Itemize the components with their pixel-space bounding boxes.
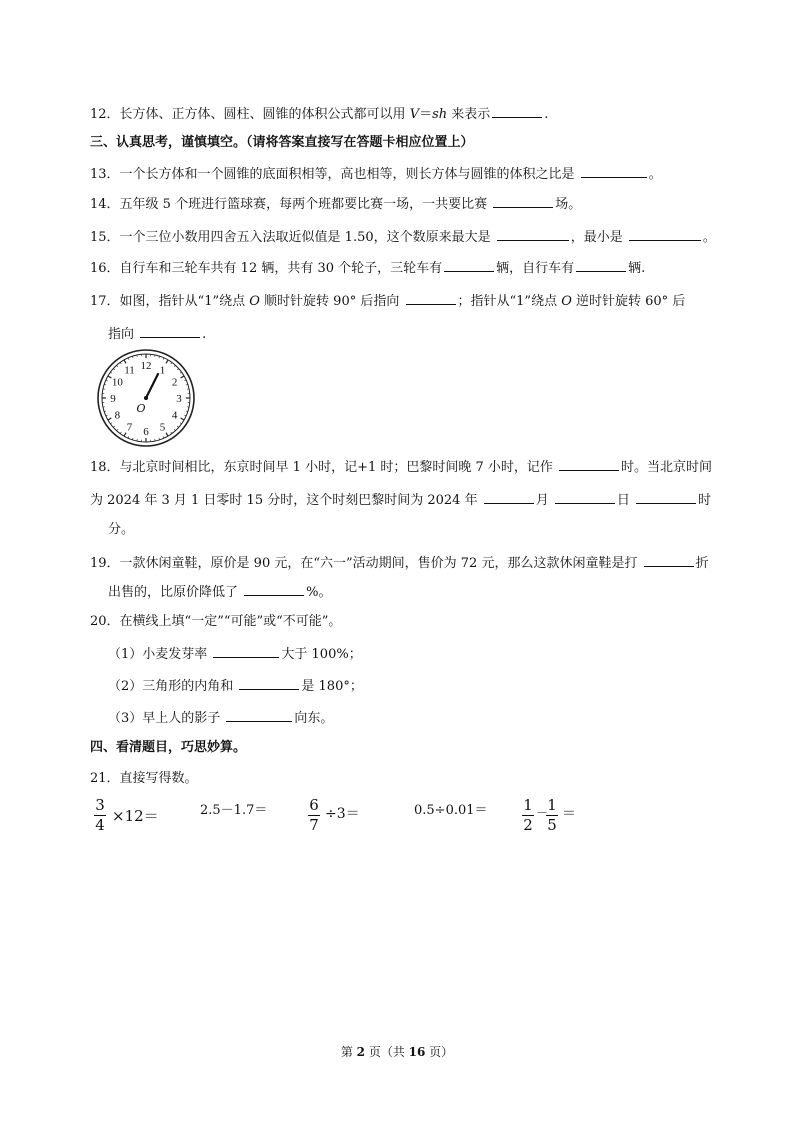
minus-sign: －	[536, 806, 549, 820]
clock-tick	[124, 360, 126, 363]
answer-blank[interactable]	[576, 258, 626, 272]
clock-number: 7	[126, 421, 133, 434]
section-3-heading: 三、认真思考，谨慎填空。（请将答案直接写在答题卡相应位置上）	[90, 135, 474, 150]
clock-tick	[108, 418, 111, 420]
clock-tick	[180, 372, 182, 373]
clock-tick	[184, 380, 186, 381]
answer-blank[interactable]	[492, 104, 542, 118]
clock-tick	[174, 429, 175, 430]
clock-tick	[120, 432, 121, 434]
clock-tick	[120, 362, 121, 364]
clock-number: 3	[176, 393, 182, 405]
calc-row	[90, 795, 690, 841]
clock-hand[interactable]	[146, 374, 158, 398]
clock-tick	[108, 376, 111, 378]
clock-tick	[106, 415, 108, 416]
clock-tick	[163, 358, 164, 360]
clock-tick	[128, 436, 129, 438]
question-18: 18．与北京时间相比，东京时间早 1 小时，记+1 时；巴黎时间晚 7 小时，记作 时。当北京时间	[90, 457, 712, 477]
answer-blank[interactable]	[636, 490, 696, 504]
answer-blank[interactable]	[497, 227, 569, 241]
expr-2: 2.5－1.7＝	[200, 803, 268, 818]
question-13: 13．一个长方体和一个圆锥的底面积相等，高也相等，则长方体与圆锥的体积之比是 。	[90, 164, 662, 184]
question-20-2: （2）三角形的内角和 是 180°；	[108, 676, 363, 696]
answer-blank[interactable]	[555, 490, 615, 504]
clock-tick	[117, 365, 118, 366]
clock-tick	[181, 418, 184, 420]
question-21: 21．直接写得数。	[90, 771, 198, 786]
question-20-3: （3）早上人的影子 向东。	[108, 708, 333, 728]
answer-blank[interactable]	[444, 258, 494, 272]
answer-blank[interactable]	[629, 227, 701, 241]
question-20: 20．在横线上填“一定”“可能”或“不可能”。	[90, 614, 342, 629]
answer-blank[interactable]	[140, 324, 200, 338]
center-label: O	[136, 402, 146, 415]
expr-1-op: ×12＝	[112, 807, 159, 825]
answer-blank[interactable]	[244, 582, 304, 596]
section-4-heading: 四、看清题目，巧思妙算。	[90, 740, 247, 755]
clock-number: 5	[159, 421, 166, 434]
question-14: 14．五年级 5 个班进行篮球赛，每两个班都要比赛一场，一共要比赛 场。	[90, 194, 581, 214]
clock-number: 2	[171, 376, 178, 389]
clock-tick	[184, 415, 186, 416]
clock-number: 8	[114, 409, 121, 422]
clock-tick	[110, 423, 112, 424]
clock-figure	[96, 348, 196, 448]
clock-tick	[106, 380, 108, 381]
question-15: 15．一个三位小数用四舍五入法取近似值是 1.50，这个数原来最大是 ，最小是 。	[90, 227, 716, 247]
fraction: 1 5	[547, 796, 557, 834]
fraction: 1 2	[523, 796, 533, 834]
clock-tick	[180, 423, 182, 424]
question-20-1: （1）小麦发芽率 大于 100%；	[108, 644, 362, 664]
answer-blank[interactable]	[213, 644, 279, 658]
clock-tick	[166, 360, 168, 363]
question-16: 16．自行车和三轮车共有 12 辆，共有 30 个轮子，三轮车有 辆，自行车有 辆.	[90, 258, 645, 278]
answer-blank[interactable]	[581, 164, 647, 178]
clock-tick	[117, 429, 118, 430]
clock-tick	[181, 376, 184, 378]
clock-number: 1	[159, 364, 166, 377]
clock-tick	[110, 372, 112, 373]
expr-4: 0.5÷0.01＝	[414, 803, 488, 818]
answer-blank[interactable]	[493, 194, 553, 208]
answer-blank[interactable]	[226, 708, 292, 722]
question-19: 19．一款休闲童鞋，原价是 90 元，在“六一”活动期间，售价为 72 元，那么这款休闲童鞋是打 折	[90, 553, 709, 573]
clock-tick	[124, 433, 126, 436]
clock-number: 6	[143, 426, 149, 438]
fraction: 6 7	[309, 796, 319, 834]
answer-blank[interactable]	[239, 676, 299, 690]
clock-tick	[177, 369, 178, 370]
question-18-line2: 为 2024 年 3 月 1 日零时 15 分时，这个时刻巴黎时间为 2024 年 月 日 时	[90, 490, 711, 510]
clock-number: 4	[171, 409, 178, 422]
clock-tick	[171, 362, 172, 364]
expr-3-op: ÷3＝	[325, 806, 360, 822]
question-12: 12．长方体、正方体、圆柱、圆锥的体积公式都可以用 V＝sh 来表示 .	[90, 104, 548, 124]
clock-number: 12	[140, 360, 152, 372]
clock-number: 10	[111, 376, 123, 389]
question-19-line2: 出售的，比原价降低了 %。	[108, 582, 332, 602]
clock-tick	[163, 436, 164, 438]
answer-blank[interactable]	[484, 490, 534, 504]
clock-tick	[113, 369, 114, 370]
answer-blank[interactable]	[644, 553, 694, 567]
clock-tick	[113, 426, 114, 427]
fraction: 3 4	[95, 796, 105, 834]
question-17-cont: 指向 .	[108, 324, 206, 344]
clock-tick	[128, 358, 129, 360]
clock-tick	[177, 426, 178, 427]
answer-blank[interactable]	[406, 291, 456, 305]
equals-sign: ＝	[562, 806, 576, 822]
clock-tick	[171, 432, 172, 434]
clock-tick	[166, 433, 168, 436]
clock-tick	[174, 365, 175, 366]
question-17: 17．如图，指针从“1”绕点 O 顺时针旋转 90° 后指向 ；指针从“1”绕点 O 逆时针旋转 60° 后	[90, 291, 685, 311]
question-18-line3: 分。	[108, 522, 135, 537]
answer-blank[interactable]	[559, 457, 619, 471]
clock-number: 9	[110, 393, 116, 405]
page-footer: 第 2 页（共 16 页）	[340, 1045, 454, 1059]
clock-number: 11	[124, 364, 135, 377]
